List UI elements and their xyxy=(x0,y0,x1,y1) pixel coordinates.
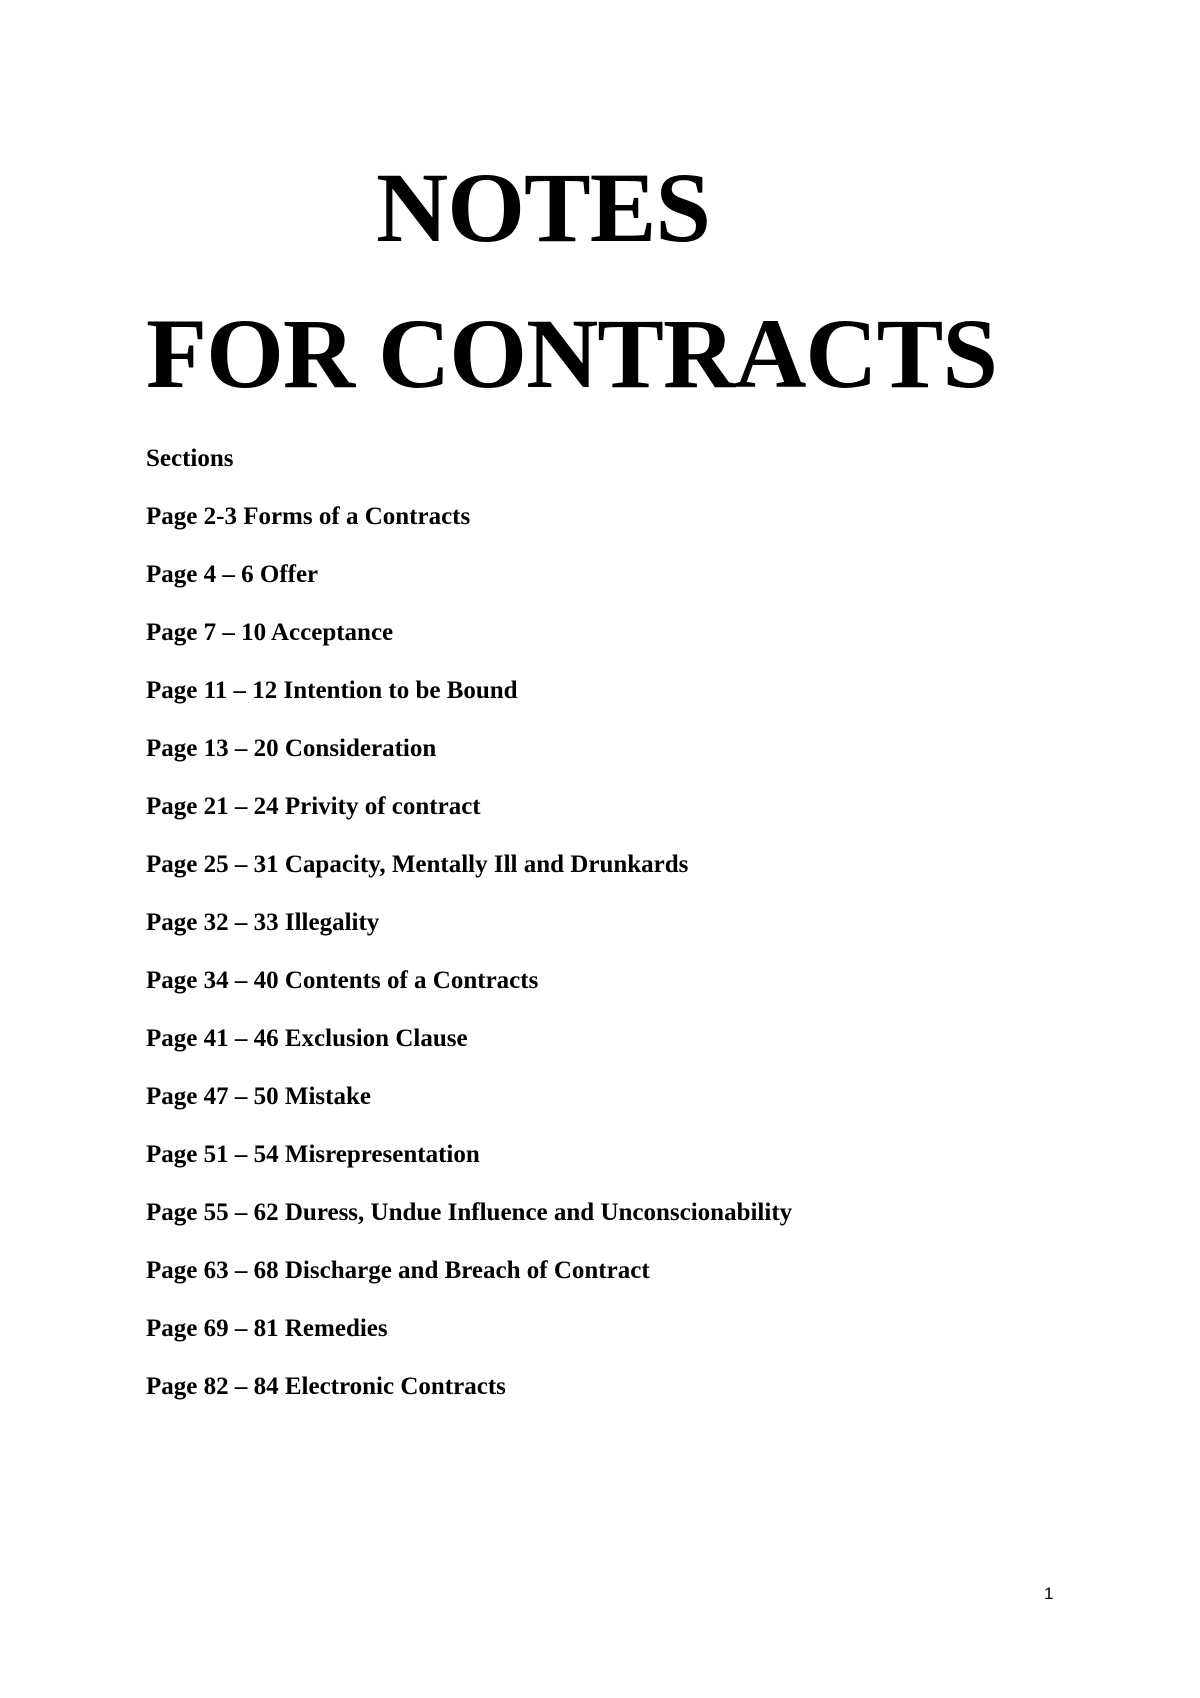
toc-item: Page 41 – 46 Exclusion Clause xyxy=(146,1025,468,1052)
title-line-for-contracts: FOR CONTRACTS xyxy=(146,298,997,409)
table-of-contents xyxy=(146,504,792,1432)
toc-item: Page 11 – 12 Intention to be Bound xyxy=(146,677,518,704)
toc-item: Page 63 – 68 Discharge and Breach of Contract xyxy=(146,1257,650,1284)
toc-item: Page 2-3 Forms of a Contracts xyxy=(146,503,471,530)
toc-item: Page 82 – 84 Electronic Contracts xyxy=(146,1373,506,1400)
toc-item: Page 7 – 10 Acceptance xyxy=(146,619,394,646)
toc-item: Page 55 – 62 Duress, Undue Influence and Unconscionability xyxy=(146,1199,793,1226)
toc-item: Page 25 – 31 Capacity, Mentally Ill and Drunkards xyxy=(146,851,689,878)
toc-item: Page 51 – 54 Misrepresentation xyxy=(146,1141,480,1168)
sections-heading: Sections xyxy=(146,445,234,472)
toc-item: Page 4 – 6 Offer xyxy=(146,561,319,588)
toc-item: Page 13 – 20 Consideration xyxy=(146,735,437,762)
toc-item: Page 32 – 33 Illegality xyxy=(146,909,380,936)
toc-item: Page 34 – 40 Contents of a Contracts xyxy=(146,967,539,994)
toc-item: Page 47 – 50 Mistake xyxy=(146,1083,371,1110)
page-number: 1 xyxy=(1044,1584,1054,1603)
toc-item: Page 69 – 81 Remedies xyxy=(146,1315,388,1342)
title-line-notes: NOTES xyxy=(376,152,711,263)
toc-item: Page 21 – 24 Privity of contract xyxy=(146,793,481,820)
